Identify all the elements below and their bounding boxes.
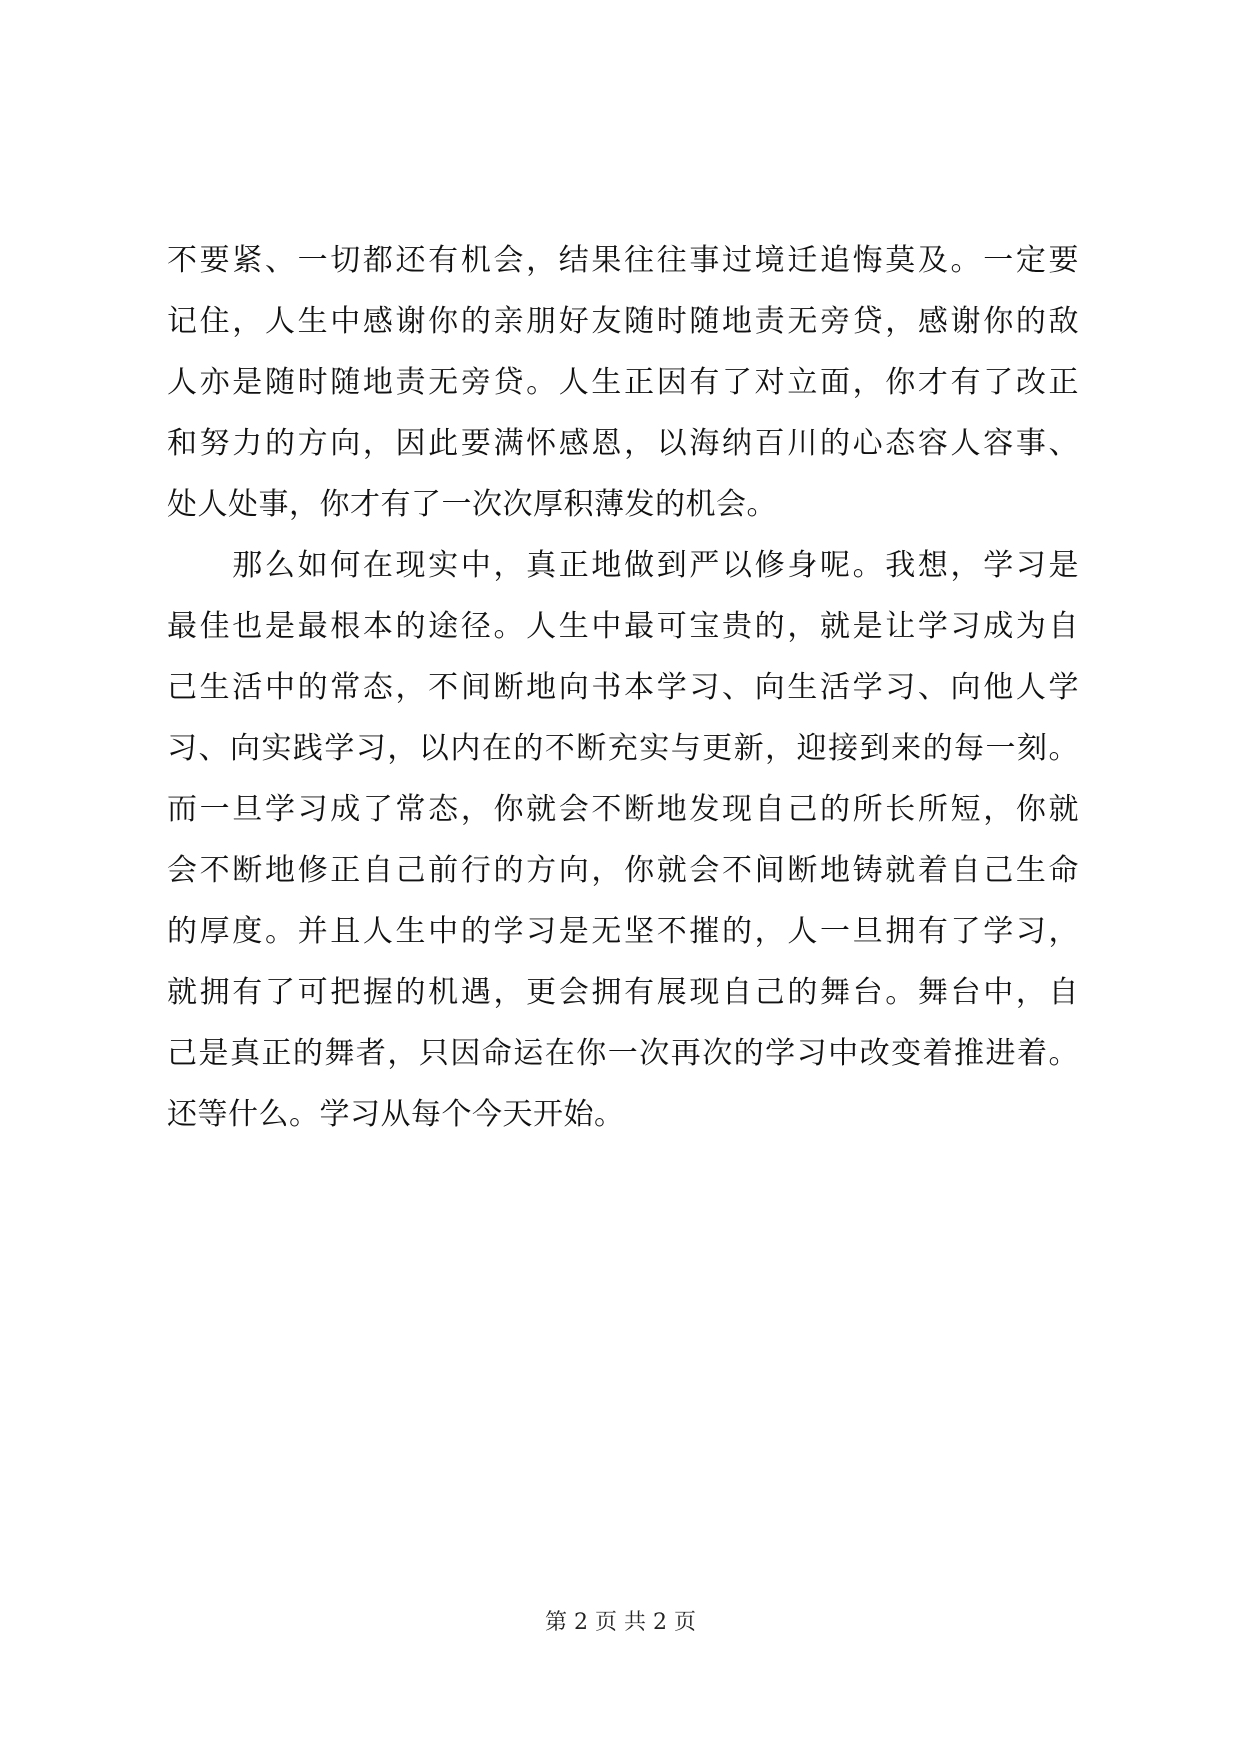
text-line: 习、向实践学习，以内在的不断充实与更新，迎接到来的每一刻。	[167, 731, 1079, 766]
text-line: 就拥有了可把握的机遇，更会拥有展现自己的舞台。舞台中，自	[167, 975, 1079, 1010]
text-line: 人亦是随时随地责无旁贷。人生正因有了对立面，你才有了改正	[167, 365, 1079, 400]
text-line: 还等什么。学习从每个今天开始。	[167, 1097, 625, 1132]
text-line: 会不断地修正自己前行的方向，你就会不间断地铸就着自己生命	[167, 853, 1079, 888]
document-body	[167, 230, 1079, 1145]
text-line: 不要紧、一切都还有机会，结果往往事过境迁追悔莫及。一定要	[167, 243, 1079, 278]
text-line: 记住，人生中感谢你的亲朋好友随时随地责无旁贷，感谢你的敌	[167, 304, 1079, 339]
text-line: 己生活中的常态，不间断地向书本学习、向生活学习、向他人学	[167, 670, 1079, 705]
page-number-footer: 第 2 页 共 2 页	[545, 1610, 696, 1635]
text-line: 己是真正的舞者，只因命运在你一次再次的学习中改变着推进着。	[167, 1036, 1079, 1071]
text-line: 那么如何在现实中，真正地做到严以修身呢。我想，学习是	[167, 548, 1079, 583]
text-line: 和努力的方向，因此要满怀感恩，以海纳百川的心态容人容事、	[167, 426, 1079, 461]
text-line: 处人处事，你才有了一次次厚积薄发的机会。	[167, 487, 777, 522]
text-line: 最佳也是最根本的途径。人生中最可宝贵的，就是让学习成为自	[167, 609, 1079, 644]
text-line: 而一旦学习成了常态，你就会不断地发现自己的所长所短，你就	[167, 792, 1079, 827]
text-line: 的厚度。并且人生中的学习是无坚不摧的，人一旦拥有了学习，	[167, 914, 1079, 949]
